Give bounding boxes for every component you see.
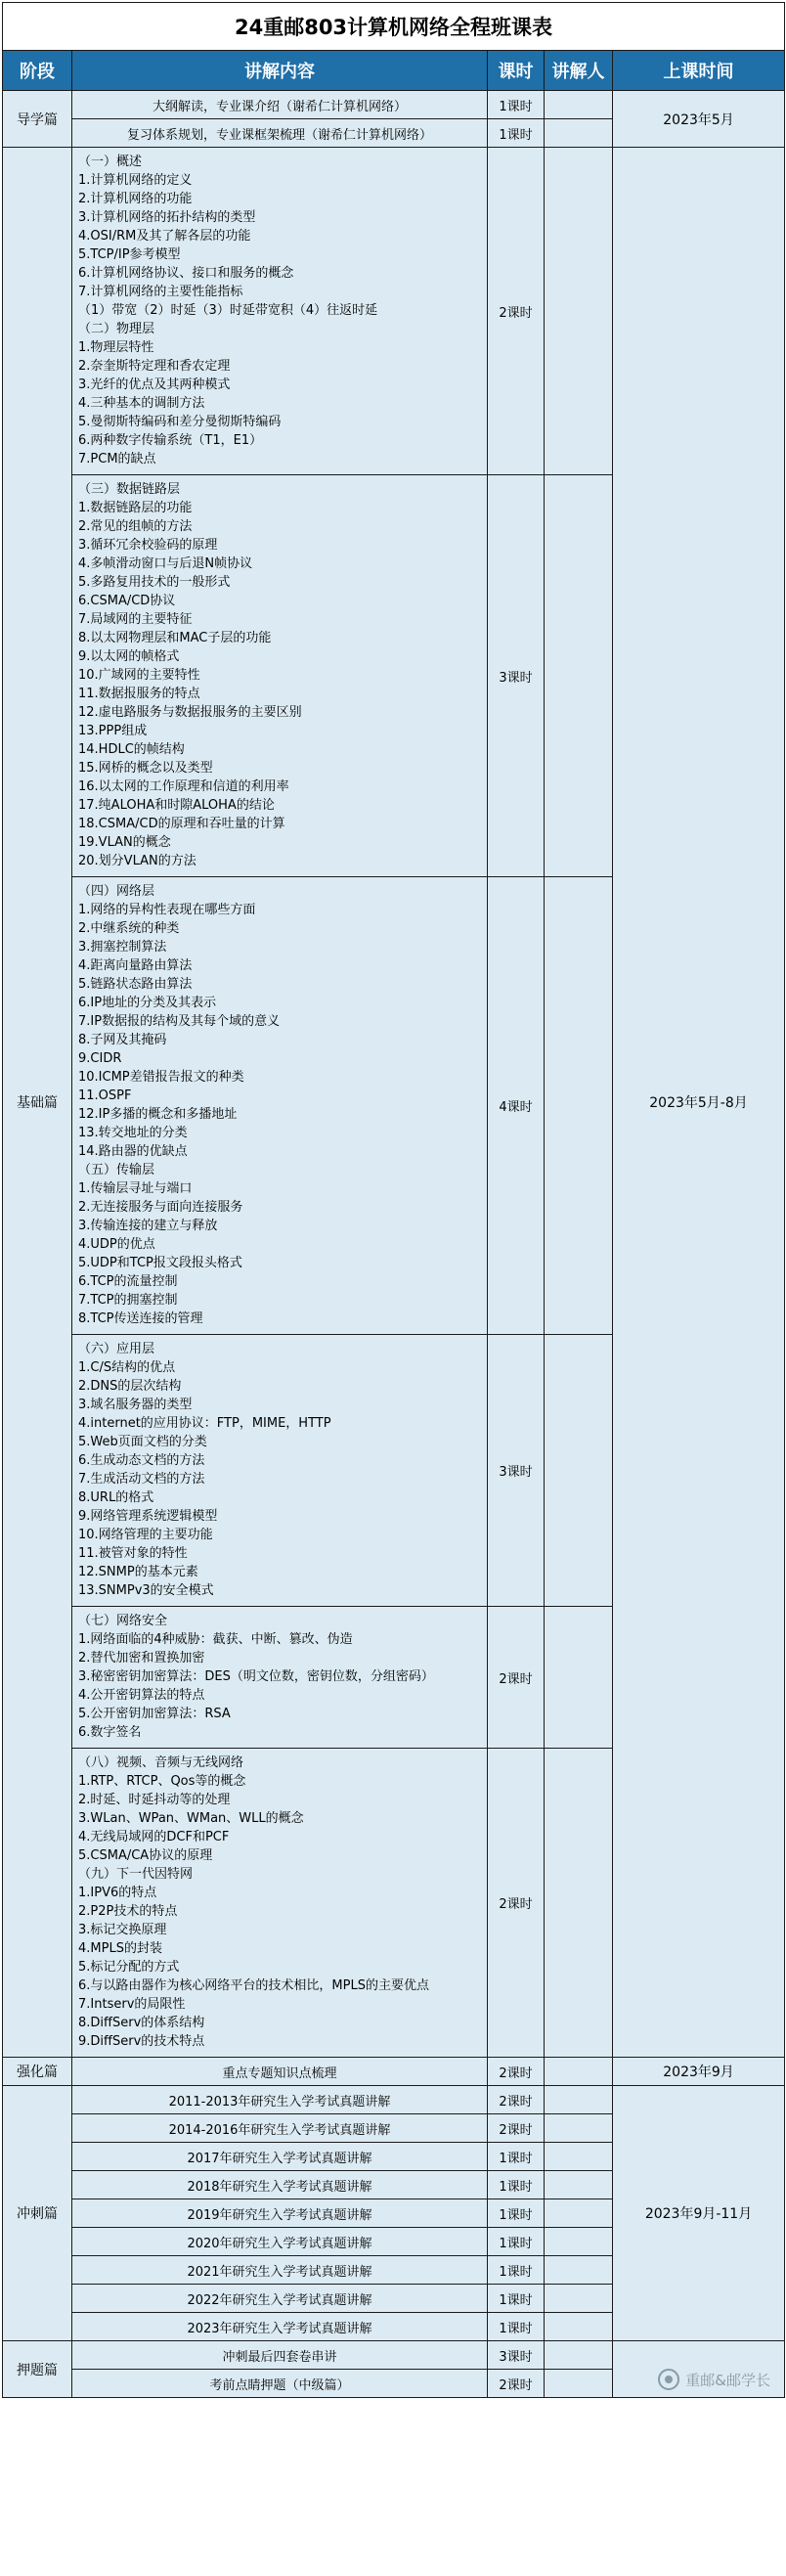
topic-line: （二）物理层 bbox=[78, 322, 155, 336]
topic-line: 5.UDP和TCP报文段报头格式 bbox=[78, 1256, 242, 1270]
lecturer-cell bbox=[545, 2199, 613, 2228]
watermark-text: 重邮&邮学长 bbox=[685, 2371, 770, 2389]
topic-line: 17.纯ALOHA和时隙ALOHA的结论 bbox=[78, 798, 275, 813]
topic-line: （1）带宽（2）时延（3）时延带宽积（4）往返时延 bbox=[78, 303, 378, 318]
lecture-hours: 1课时 bbox=[488, 2228, 545, 2256]
topic-block bbox=[72, 148, 488, 475]
topic-line: 4.无线局域网的DCF和PCF bbox=[78, 1830, 230, 1844]
topic-line: 13.转交地址的分类 bbox=[78, 1126, 188, 1140]
topic-line: （四）网络层 bbox=[78, 884, 155, 899]
intro-stage: 导学篇 bbox=[3, 91, 72, 148]
topic-line: 8.以太网物理层和MAC子层的功能 bbox=[78, 631, 272, 645]
topic-line: 2.P2P技术的特点 bbox=[78, 1904, 178, 1919]
topic-line: 9.CIDR bbox=[78, 1051, 122, 1066]
topic-line: 3.域名服务器的类型 bbox=[78, 1398, 193, 1412]
topic-line: 7.生成活动文档的方法 bbox=[78, 1472, 205, 1487]
lecture-content: 2014-2016年研究生入学考试真题讲解 bbox=[72, 2114, 488, 2143]
lecture-content: 2018年研究生入学考试真题讲解 bbox=[72, 2171, 488, 2199]
topic-line: 4.internet的应用协议：FTP，MIME，HTTP bbox=[78, 1416, 331, 1431]
lecturer-cell bbox=[545, 2171, 613, 2199]
header-lecturer: 讲解人 bbox=[545, 51, 613, 91]
topic-line: 5.公开密钥加密算法：RSA bbox=[78, 1707, 231, 1721]
topic-line: 16.以太网的工作原理和信道的利用率 bbox=[78, 779, 289, 794]
lecture-hours: 3课时 bbox=[488, 475, 545, 877]
lecturer-cell bbox=[545, 1607, 613, 1749]
lecturer-cell bbox=[545, 2143, 613, 2171]
lecture-hours: 3课时 bbox=[488, 2341, 545, 2370]
topic-line: 10.ICMP差错报告报文的种类 bbox=[78, 1070, 244, 1085]
topic-line: 19.VLAN的概念 bbox=[78, 835, 171, 850]
lecture-hours: 2课时 bbox=[488, 148, 545, 475]
topic-line: 3.计算机网络的拓扑结构的类型 bbox=[78, 210, 256, 225]
topic-line: 7.计算机网络的主要性能指标 bbox=[78, 285, 243, 299]
topic-line: 3.光纤的优点及其两种模式 bbox=[78, 378, 231, 392]
topic-line: 12.SNMP的基本元素 bbox=[78, 1565, 198, 1579]
lecture-hours: 2课时 bbox=[488, 2114, 545, 2143]
topic-line: 3.标记交换原理 bbox=[78, 1923, 167, 1937]
topic-line: 2.无连接服务与面向连接服务 bbox=[78, 1200, 243, 1215]
topic-line: 3.循环冗余校验码的原理 bbox=[78, 538, 218, 553]
topic-line: 9.以太网的帧格式 bbox=[78, 649, 180, 664]
topic-line: 6.两种数字传输系统（T1，E1） bbox=[78, 433, 263, 448]
topic-line: 1.网络面临的4种威胁：截获、中断、篡改、伪造 bbox=[78, 1632, 353, 1647]
intro-date: 2023年5月 bbox=[613, 91, 785, 148]
topic-line: 13.PPP组成 bbox=[78, 724, 148, 738]
topic-line: 1.RTP、RTCP、Qos等的概念 bbox=[78, 1774, 246, 1789]
lecture-content: 考前点睛押题（中级篇） bbox=[72, 2370, 488, 2398]
topic-line: 4.多帧滑动窗口与后退N帧协议 bbox=[78, 556, 253, 571]
wechat-icon bbox=[658, 2369, 679, 2390]
lecturer-cell bbox=[545, 475, 613, 877]
lecturer-cell bbox=[545, 2370, 613, 2398]
topic-line: 12.虚电路服务与数据报服务的主要区别 bbox=[78, 705, 302, 720]
lecturer-cell bbox=[545, 91, 613, 119]
topic-line: 2.替代加密和置换加密 bbox=[78, 1651, 205, 1666]
lecture-content: 2023年研究生入学考试真题讲解 bbox=[72, 2313, 488, 2341]
lecture-hours: 2课时 bbox=[488, 2086, 545, 2114]
topic-line: 2.计算机网络的功能 bbox=[78, 192, 193, 206]
header-hours: 课时 bbox=[488, 51, 545, 91]
topic-line: 1.IPV6的特点 bbox=[78, 1886, 157, 1900]
topic-line: 20.划分VLAN的方法 bbox=[78, 854, 196, 868]
lecturer-cell bbox=[545, 2313, 613, 2341]
topic-line: 5.链路状态路由算法 bbox=[78, 977, 193, 992]
topic-line: 5.CSMA/CA协议的原理 bbox=[78, 1848, 213, 1863]
topic-line: 14.HDLC的帧结构 bbox=[78, 742, 185, 757]
topic-line: 10.网络管理的主要功能 bbox=[78, 1528, 213, 1542]
lecture-hours: 4课时 bbox=[488, 877, 545, 1335]
topic-line: 3.秘密密钥加密算法：DES（明文位数，密钥位数，分组密码） bbox=[78, 1669, 434, 1684]
topic-line: 6.TCP的流量控制 bbox=[78, 1274, 178, 1289]
topic-line: 7.TCP的拥塞控制 bbox=[78, 1293, 178, 1308]
lecture-hours: 1课时 bbox=[488, 91, 545, 119]
topic-line: 3.传输连接的建立与释放 bbox=[78, 1219, 218, 1233]
lecture-hours: 2课时 bbox=[488, 2370, 545, 2398]
topic-line: （八）视频、音频与无线网络 bbox=[78, 1755, 244, 1770]
watermark bbox=[658, 2369, 770, 2390]
basic-stage: 基础篇 bbox=[3, 148, 72, 2058]
topic-line: 7.局域网的主要特征 bbox=[78, 612, 193, 627]
lecture-hours: 2课时 bbox=[488, 1749, 545, 2058]
lecture-content: 2019年研究生入学考试真题讲解 bbox=[72, 2199, 488, 2228]
strengthen-stage: 强化篇 bbox=[3, 2058, 72, 2086]
topic-line: （五）传输层 bbox=[78, 1163, 155, 1177]
table-title: 24重邮803计算机网络全程班课表 bbox=[3, 3, 785, 51]
topic-list bbox=[72, 148, 487, 474]
topic-line: 11.OSPF bbox=[78, 1088, 132, 1103]
lecture-hours: 1课时 bbox=[488, 2199, 545, 2228]
lecturer-cell bbox=[545, 2086, 613, 2114]
lecture-content: 重点专题知识点梳理 bbox=[72, 2058, 488, 2086]
topic-line: 5.曼彻斯特编码和差分曼彻斯特编码 bbox=[78, 415, 282, 429]
topic-line: 4.三种基本的调制方法 bbox=[78, 396, 205, 411]
lecture-content: 2017年研究生入学考试真题讲解 bbox=[72, 2143, 488, 2171]
topic-list bbox=[72, 1749, 487, 2057]
topic-line: 11.数据报服务的特点 bbox=[78, 687, 200, 701]
topic-line: 6.IP地址的分类及其表示 bbox=[78, 996, 217, 1010]
topic-line: 9.网络管理系统逻辑模型 bbox=[78, 1509, 218, 1524]
topic-line: 2.DNS的层次结构 bbox=[78, 1379, 182, 1394]
topic-line: 8.URL的格式 bbox=[78, 1490, 154, 1505]
sprint-stage: 冲刺篇 bbox=[3, 2086, 72, 2341]
lecturer-cell bbox=[545, 1749, 613, 2058]
table-row bbox=[3, 91, 785, 119]
topic-line: （三）数据链路层 bbox=[78, 482, 181, 497]
table-row bbox=[3, 148, 785, 475]
topic-line: 5.TCP/IP参考模型 bbox=[78, 247, 181, 262]
topic-line: 2.奈奎斯特定理和香农定理 bbox=[78, 359, 231, 374]
lecturer-cell bbox=[545, 119, 613, 148]
lecturer-cell bbox=[545, 2228, 613, 2256]
topic-line: 11.被管对象的特性 bbox=[78, 1546, 188, 1561]
topic-line: 6.数字签名 bbox=[78, 1725, 142, 1740]
lecture-content: 2011-2013年研究生入学考试真题讲解 bbox=[72, 2086, 488, 2114]
topic-line: （一）概述 bbox=[78, 155, 143, 169]
table-row bbox=[3, 2058, 785, 2086]
topic-list bbox=[72, 877, 487, 1334]
header-stage: 阶段 bbox=[3, 51, 72, 91]
lecture-hours: 2课时 bbox=[488, 1607, 545, 1749]
topic-line: （七）网络安全 bbox=[78, 1614, 168, 1628]
table-row bbox=[3, 2086, 785, 2114]
topic-line: 9.DiffServ的技术特点 bbox=[78, 2034, 205, 2049]
topic-line: 8.TCP传送连接的管理 bbox=[78, 1311, 203, 1326]
lecturer-cell bbox=[545, 148, 613, 475]
topic-line: 3.WLan、WPan、WMan、WLL的概念 bbox=[78, 1811, 304, 1826]
topic-line: 5.Web页面文档的分类 bbox=[78, 1435, 207, 1449]
lecturer-cell bbox=[545, 2341, 613, 2370]
table-row bbox=[3, 2341, 785, 2370]
topic-line: 15.网桥的概念以及类型 bbox=[78, 761, 213, 776]
topic-block bbox=[72, 877, 488, 1335]
header-content: 讲解内容 bbox=[72, 51, 488, 91]
lecturer-cell bbox=[545, 2285, 613, 2313]
topic-line: 4.公开密钥算法的特点 bbox=[78, 1688, 205, 1703]
basic-date: 2023年5月-8月 bbox=[613, 148, 785, 2058]
topic-line: 2.常见的组帧的方法 bbox=[78, 519, 193, 534]
lecture-hours: 1课时 bbox=[488, 2143, 545, 2171]
topic-line: 6.与以路由器作为核心网络平台的技术相比，MPLS的主要优点 bbox=[78, 1978, 429, 1993]
topic-line: （六）应用层 bbox=[78, 1342, 155, 1356]
topic-line: 1.物理层特性 bbox=[78, 340, 154, 355]
topic-line: 2.时延、时延抖动等的处理 bbox=[78, 1793, 231, 1807]
lecture-hours: 3课时 bbox=[488, 1335, 545, 1607]
topic-line: 5.多路复用技术的一般形式 bbox=[78, 575, 231, 590]
schedule-table bbox=[2, 2, 785, 2398]
lecturer-cell bbox=[545, 2256, 613, 2285]
topic-line: 14.路由器的优缺点 bbox=[78, 1144, 188, 1159]
topic-line: 4.MPLS的封装 bbox=[78, 1941, 162, 1956]
lecture-content: 2022年研究生入学考试真题讲解 bbox=[72, 2285, 488, 2313]
strengthen-date: 2023年9月 bbox=[613, 2058, 785, 2086]
topic-line: 2.中继系统的种类 bbox=[78, 921, 180, 936]
lecture-hours: 1课时 bbox=[488, 2285, 545, 2313]
topic-line: 8.DiffServ的体系结构 bbox=[78, 2016, 205, 2030]
topic-list bbox=[72, 1607, 487, 1748]
topic-line: 8.子网及其掩码 bbox=[78, 1033, 167, 1047]
schedule-page bbox=[2, 2, 784, 2398]
lecture-content: 2021年研究生入学考试真题讲解 bbox=[72, 2256, 488, 2285]
topic-line: 1.传输层寻址与端口 bbox=[78, 1181, 193, 1196]
lecture-content: 2020年研究生入学考试真题讲解 bbox=[72, 2228, 488, 2256]
lecturer-cell bbox=[545, 2114, 613, 2143]
final-stage: 押题篇 bbox=[3, 2341, 72, 2398]
topic-line: 12.IP多播的概念和多播地址 bbox=[78, 1107, 238, 1122]
header-date: 上课时间 bbox=[613, 51, 785, 91]
lecture-content: 大纲解读，专业课介绍（谢希仁计算机网络） bbox=[72, 91, 488, 119]
topic-line: 1.数据链路层的功能 bbox=[78, 501, 193, 515]
topic-line: 18.CSMA/CD的原理和吞吐量的计算 bbox=[78, 817, 285, 831]
topic-line: 5.标记分配的方式 bbox=[78, 1960, 180, 1975]
lecture-hours: 1课时 bbox=[488, 2313, 545, 2341]
topic-line: 7.PCM的缺点 bbox=[78, 452, 156, 466]
lecture-content: 复习体系规划，专业课框架梳理（谢希仁计算机网络） bbox=[72, 119, 488, 148]
topic-line: 13.SNMPv3的安全模式 bbox=[78, 1583, 214, 1598]
sprint-date: 2023年9月-11月 bbox=[613, 2086, 785, 2341]
topic-line: 7.Intserv的局限性 bbox=[78, 1997, 186, 2012]
lecturer-cell bbox=[545, 1335, 613, 1607]
topic-line: 4.距离向量路由算法 bbox=[78, 958, 193, 973]
lecture-hours: 1课时 bbox=[488, 119, 545, 148]
lecture-content: 冲刺最后四套卷串讲 bbox=[72, 2341, 488, 2370]
topic-block bbox=[72, 1749, 488, 2058]
topic-line: 10.广域网的主要特性 bbox=[78, 668, 200, 683]
topic-block bbox=[72, 1335, 488, 1607]
topic-line: （九）下一代因特网 bbox=[78, 1867, 194, 1882]
lecture-hours: 1课时 bbox=[488, 2256, 545, 2285]
topic-list bbox=[72, 475, 487, 876]
lecturer-cell bbox=[545, 2058, 613, 2086]
topic-line: 6.生成动态文档的方法 bbox=[78, 1453, 205, 1468]
topic-block bbox=[72, 1607, 488, 1749]
lecture-hours: 1课时 bbox=[488, 2171, 545, 2199]
topic-line: 3.拥塞控制算法 bbox=[78, 940, 167, 955]
topic-line: 1.计算机网络的定义 bbox=[78, 173, 193, 188]
topic-block bbox=[72, 475, 488, 877]
topic-list bbox=[72, 1335, 487, 1606]
topic-line: 6.计算机网络协议、接口和服务的概念 bbox=[78, 266, 294, 281]
topic-line: 1.网络的异构性表现在哪些方面 bbox=[78, 903, 256, 917]
lecture-hours: 2课时 bbox=[488, 2058, 545, 2086]
topic-line: 7.IP数据报的结构及其每个域的意义 bbox=[78, 1014, 281, 1029]
lecturer-cell bbox=[545, 877, 613, 1335]
topic-line: 6.CSMA/CD协议 bbox=[78, 594, 176, 608]
topic-line: 4.UDP的优点 bbox=[78, 1237, 155, 1252]
topic-line: 1.C/S结构的优点 bbox=[78, 1360, 176, 1375]
topic-line: 4.OSI/RM及其了解各层的功能 bbox=[78, 229, 251, 244]
